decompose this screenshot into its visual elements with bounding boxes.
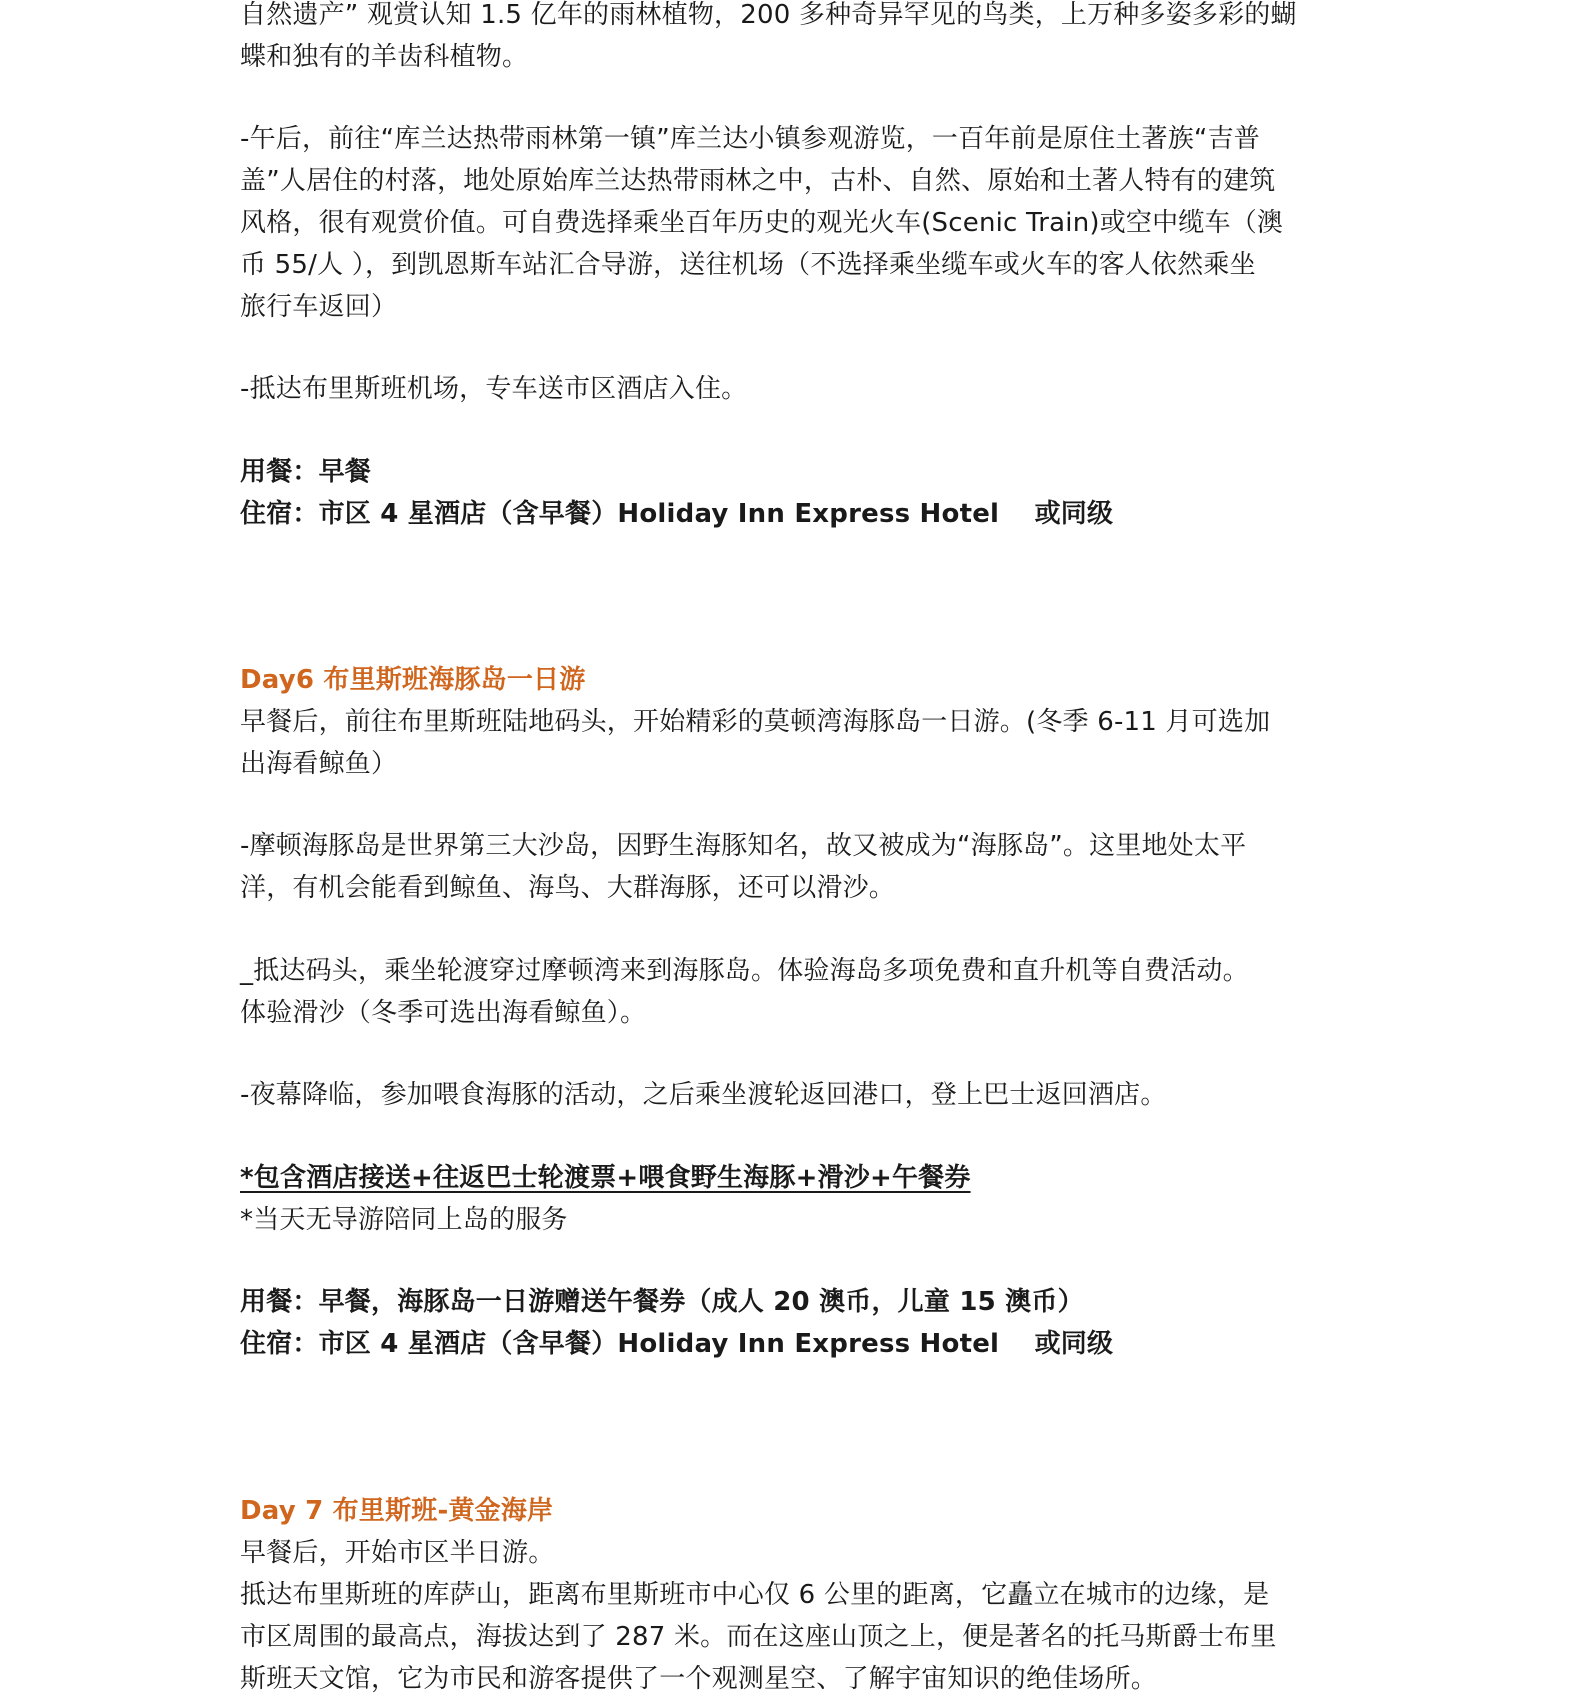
day7-p2-line2: 市区周围的最高点，海拔达到了 287 米。而在这座山顶之上，便是著名的托马斯爵士布里 (240, 1622, 1277, 1652)
day5-p2-line4: 币 55/人 ），到凯恩斯车站汇合导游，送往机场（不选择乘坐缆车或火车的客人依然乘坐 (240, 250, 1256, 280)
day7-p1: 早餐后，开始市区半日游。 (240, 1538, 555, 1568)
day5-p2-line3: 风格，很有观赏价值。可自费选择乘坐百年历史的观光火车(Scenic Train)或空中缆车（澳 (240, 208, 1284, 238)
day5-meals: 用餐：早餐 (240, 457, 372, 487)
day6-note-guide: *当天无导游陪同上岛的服务 (240, 1205, 568, 1235)
day5-p2-line5: 旅行车返回） (240, 292, 398, 322)
day6-p2-line2: 洋，有机会能看到鲸鱼、海鸟、大群海豚，还可以滑沙。 (240, 873, 896, 903)
day5-p3: -抵达布里斯班机场，专车送市区酒店入住。 (240, 374, 748, 404)
day7-p2-line3: 斯班天文馆，它为市民和游客提供了一个观测星空、了解宇宙知识的绝佳场所。 (240, 1664, 1158, 1694)
day7-p2-line1: 抵达布里斯班的库萨山，距离布里斯班市中心仅 6 公里的距离，它矗立在城市的边缘，是 (240, 1580, 1270, 1610)
day6-heading: Day6 布里斯班海豚岛一日游 (240, 665, 586, 695)
day6-p2-line1: -摩顿海豚岛是世界第三大沙岛，因野生海豚知名，故又被成为“海豚岛”。这里地处太平 (240, 831, 1247, 861)
day5-hotel: 住宿：市区 4 星酒店（含早餐）Holiday Inn Express Hotel 或同级 (240, 499, 1114, 529)
day6-p1-line1: 早餐后，前往布里斯班陆地码头，开始精彩的莫顿湾海豚岛一日游。(冬季 6-11 月可选加 (240, 707, 1271, 737)
day5-p1-line2: 蝶和独有的羊齿科植物。 (240, 42, 529, 72)
day5-p2-line2: 盖”人居住的村落，地处原始库兰达热带雨林之中，古朴、自然、原始和土著人特有的建筑 (240, 166, 1276, 196)
day5-p2-line1: -午后，前往“库兰达热带雨林第一镇”库兰达小镇参观游览，一百年前是原住土著族“吉普 (240, 124, 1260, 154)
day6-p1-line2: 出海看鲸鱼） (240, 749, 398, 779)
day6-hotel: 住宿：市区 4 星酒店（含早餐）Holiday Inn Express Hotel 或同级 (240, 1329, 1114, 1359)
day6-p3-line2: 体验滑沙（冬季可选出海看鲸鱼）。 (240, 998, 647, 1028)
day6-meals: 用餐：早餐，海豚岛一日游赠送午餐券（成人 20 澳币，儿童 15 澳币） (240, 1287, 1084, 1317)
day5-p1-line1: 自然遗产” 观赏认知 1.5 亿年的雨林植物，200 多种奇异罕见的鸟类，上万种多姿多彩的蝴 (240, 0, 1297, 30)
day6-note-included: *包含酒店接送+往返巴士轮渡票+喂食野生海豚+滑沙+午餐券 (240, 1163, 971, 1193)
day6-p3-line1: _抵达码头，乘坐轮渡穿过摩顿湾来到海豚岛。体验海岛多项免费和直升机等自费活动。 (240, 956, 1249, 986)
day6-p4: -夜幕降临，参加喂食海豚的活动，之后乘坐渡轮返回港口，登上巴士返回酒店。 (240, 1080, 1167, 1110)
day7-heading: Day 7 布里斯班-黄金海岸 (240, 1496, 554, 1526)
